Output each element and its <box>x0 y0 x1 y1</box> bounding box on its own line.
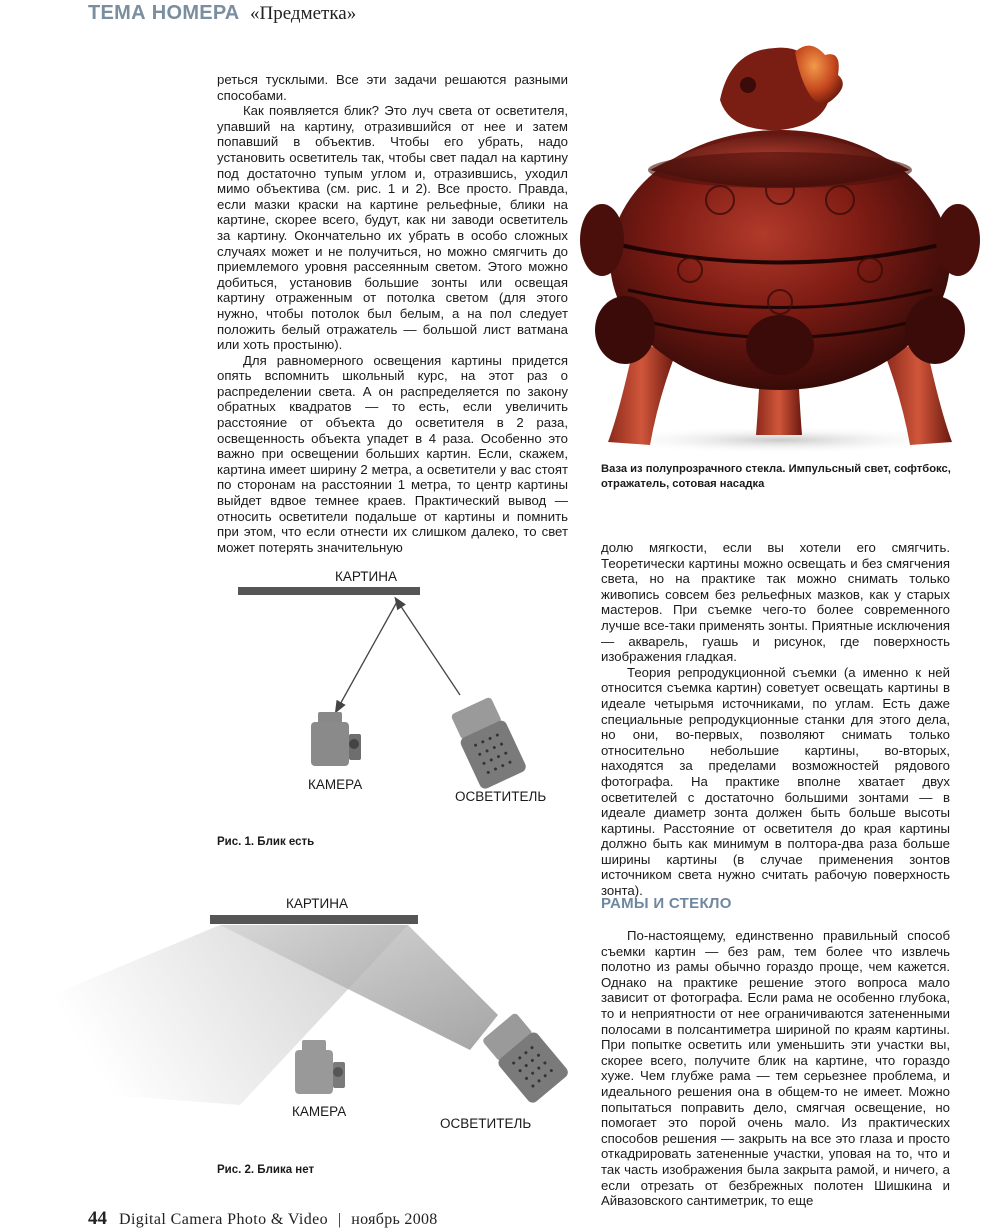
label-light: ОСВЕТИТЕЛЬ <box>455 789 547 804</box>
label-camera: КАМЕРА <box>292 1104 347 1119</box>
magazine-name: Digital Camera Photo & Video <box>119 1211 329 1228</box>
paragraph: долю мягкости, если вы хотели его смягчить. Теоретически картины можно освещать и без смягчения света, но на практике так можно снимать только живопись совсем без рельефных мазков, как у старых мастеров. При съемке чего-то более современного лучше все-таки применять зонты. Приятные исключения — акварель, гуашь и рисунок, где поверхность изображения гладкая. <box>601 540 950 665</box>
right-column-top <box>601 540 950 899</box>
section-heading: РАМЫ И СТЕКЛО <box>601 895 732 912</box>
paragraph: Для равномерного освещения картины придется опять вспомнить школьный курс, на этот раз о распределении света. А он распределяется по закону обратных квадратов — то есть, если увеличить расстояние от объекта до осветителя в 2 раза, освещенность объекта упадет в 4 раза. Особенно это важно при освещении больших картин. Если, скажем, картина имеет ширину 2 метра, а осветители у вас стоят по сторонам на расстоянии 1 метра, то центр картины выйдет вдвое темнее краев. Практический вывод — относить осветители подальше от картины и помнить при этом, что если отнести их слишком далеко, то свет может потерять значительную <box>217 352 568 555</box>
reflected-ray <box>338 600 398 708</box>
photo-caption: Ваза из полупрозрачного стекла. Импульсный свет, софтбокс, отражатель, сотовая насадка <box>601 463 951 490</box>
painting-bar <box>238 587 420 595</box>
camera-icon <box>295 1040 345 1094</box>
incident-ray <box>398 602 460 695</box>
footer-separator: | <box>338 1211 342 1228</box>
camera-icon <box>311 712 361 766</box>
left-column <box>217 72 568 555</box>
label-painting: КАРТИНА <box>286 896 348 911</box>
vase-photo <box>580 40 980 455</box>
paragraph: Как появляется блик? Это луч света от осветителя, упавший на картину, отразившийся от нее и затем попавший в объектив. Чтобы его убрать, надо установить осветитель так, чтобы свет падал на картину под достаточно тупым углом и, отразившись, уходил мимо объектива (см. рис. 1 и 2). Все просто. Правда, если мазки краски на картине рельефные, блики на картине, скорее всего, будут, как ни заводи осветитель за картину. Окончательно их убрать в особо сложных случаях может и не получиться, но можно смягчить до приемлемого уровня рассеянным светом. Этого можно добиться, установив большие зонты или освещая картину отраженным от потолка светом (для этого нужно, чтобы потолок был белым, а на пол следует положить белый отражатель — большой лист ватмана или хоть простыню). <box>217 103 568 353</box>
painting-bar <box>210 915 418 924</box>
right-column-bottom <box>601 928 950 1209</box>
issue-date: ноябрь 2008 <box>351 1211 438 1228</box>
section-subtitle: «Предметка» <box>250 3 357 24</box>
label-painting: КАРТИНА <box>335 569 397 584</box>
paragraph: реться тусклыми. Все эти задачи решаются разными способами. <box>217 72 568 103</box>
section-label: ТЕМА НОМЕРА <box>88 2 240 24</box>
label-camera: КАМЕРА <box>308 777 363 792</box>
figure-1-diagram <box>220 560 580 810</box>
label-light: ОСВЕТИТЕЛЬ <box>440 1116 532 1131</box>
figure-2-caption: Рис. 2. Блика нет <box>217 1164 315 1176</box>
page-header <box>88 2 356 32</box>
paragraph: По-настоящему, единственно правильный способ съемки картин — без рам, тем более что извлечь полотно из рамы обычно гораздо проще, чем кажется. Однако на практике решение этого вопроса мало зависит от фотографа. Если рама не особенно глубока, то и неприятности от нее ограничиваются затененными полосами в полсантиметра шириной по краям картины. При попытке осветить или уменьшить эти участки вы, скорее всего, получите блик на картине, что гораздо хуже. Чем глубже рама — тем серьезнее проблема, и идеального решения она в общем-то не имеет. Можно попытаться поправить дело, смягчая освещение, но помогает это порой очень мало. Из практических способов решения — закрыть на все это глаза и просто откадрировать затененные участки, уповая на то, что и так часть изображения была закрыта рамой, и ничего, а если отрезать от безбрежных полотен Шишкина и Айвазовского сантиметрик, то еще <box>601 928 950 1209</box>
figure-1-caption: Рис. 1. Блик есть <box>217 836 315 848</box>
light-icon <box>479 1010 570 1105</box>
page-number: 44 <box>88 1208 107 1229</box>
light-icon <box>448 695 528 790</box>
page-footer <box>88 1208 438 1230</box>
paragraph: Теория репродукционной съемки (а именно к ней относится съемка картин) советует освещать картины в идеале четырьмя источниками, по углам. Есть даже специальные репродукционные станки для этого дела, но они, во-первых, позволяют снимать только относительно небольшие картины, во-вторых, находятся за пределами возможностей рядового фотографа. На практике вполне хватает двух осветителей с достаточно большими зонтами — в идеале диаметр зонта должен быть больше высоты картины. Расстояние от осветителя до края картины должно быть как минимум в полтора-два раза больше ширины картины (в случае применения зонтов источником света нужно считать рабочую поверхность зонта). <box>601 664 950 899</box>
figure-2-diagram <box>40 890 580 1145</box>
